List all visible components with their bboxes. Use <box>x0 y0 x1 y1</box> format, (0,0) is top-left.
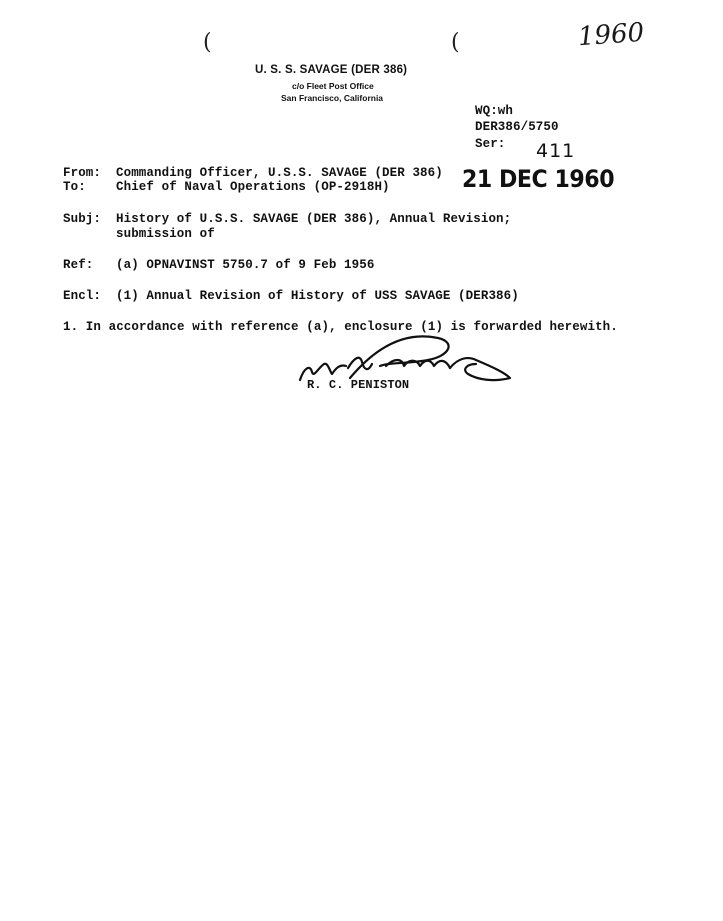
serial-label: Ser: <box>475 137 506 151</box>
from-label: From: <box>63 166 102 180</box>
letterhead-line3: San Francisco, California <box>281 93 384 103</box>
date-stamp: 21 DEC 1960 <box>462 165 615 193</box>
subj-line1: History of U.S.S. SAVAGE (DER 386), Annual Revision; <box>116 212 512 226</box>
serial-number: 411 <box>536 140 576 162</box>
initials: WQ:wh <box>475 104 514 118</box>
binder-mark-left: ( <box>203 30 212 55</box>
encl-value: (1) Annual Revision of History of USS SAVAGE (DER386) <box>116 289 519 303</box>
signature-name: R. C. PENISTON <box>307 378 410 392</box>
letterhead-line2: c/o Fleet Post Office <box>292 81 374 91</box>
handwritten-year-annotation: 1960 <box>577 17 646 53</box>
file-number: DER386/5750 <box>475 120 559 134</box>
binder-mark-right: ( <box>451 30 460 55</box>
to-label: To: <box>63 180 86 194</box>
subj-line2: submission of <box>116 227 215 241</box>
to-value: Chief of Naval Operations (OP-2918H) <box>116 180 390 194</box>
subj-label: Subj: <box>63 212 102 226</box>
letterhead-ship: U. S. S. SAVAGE (DER 386) <box>255 64 408 76</box>
paragraph-1: 1. In accordance with reference (a), enclosure (1) is forwarded herewith. <box>63 320 618 334</box>
from-value: Commanding Officer, U.S.S. SAVAGE (DER 386) <box>116 166 443 180</box>
ref-value: (a) OPNAVINST 5750.7 of 9 Feb 1956 <box>116 258 375 272</box>
ref-label: Ref: <box>63 258 94 272</box>
encl-label: Encl: <box>63 289 102 303</box>
